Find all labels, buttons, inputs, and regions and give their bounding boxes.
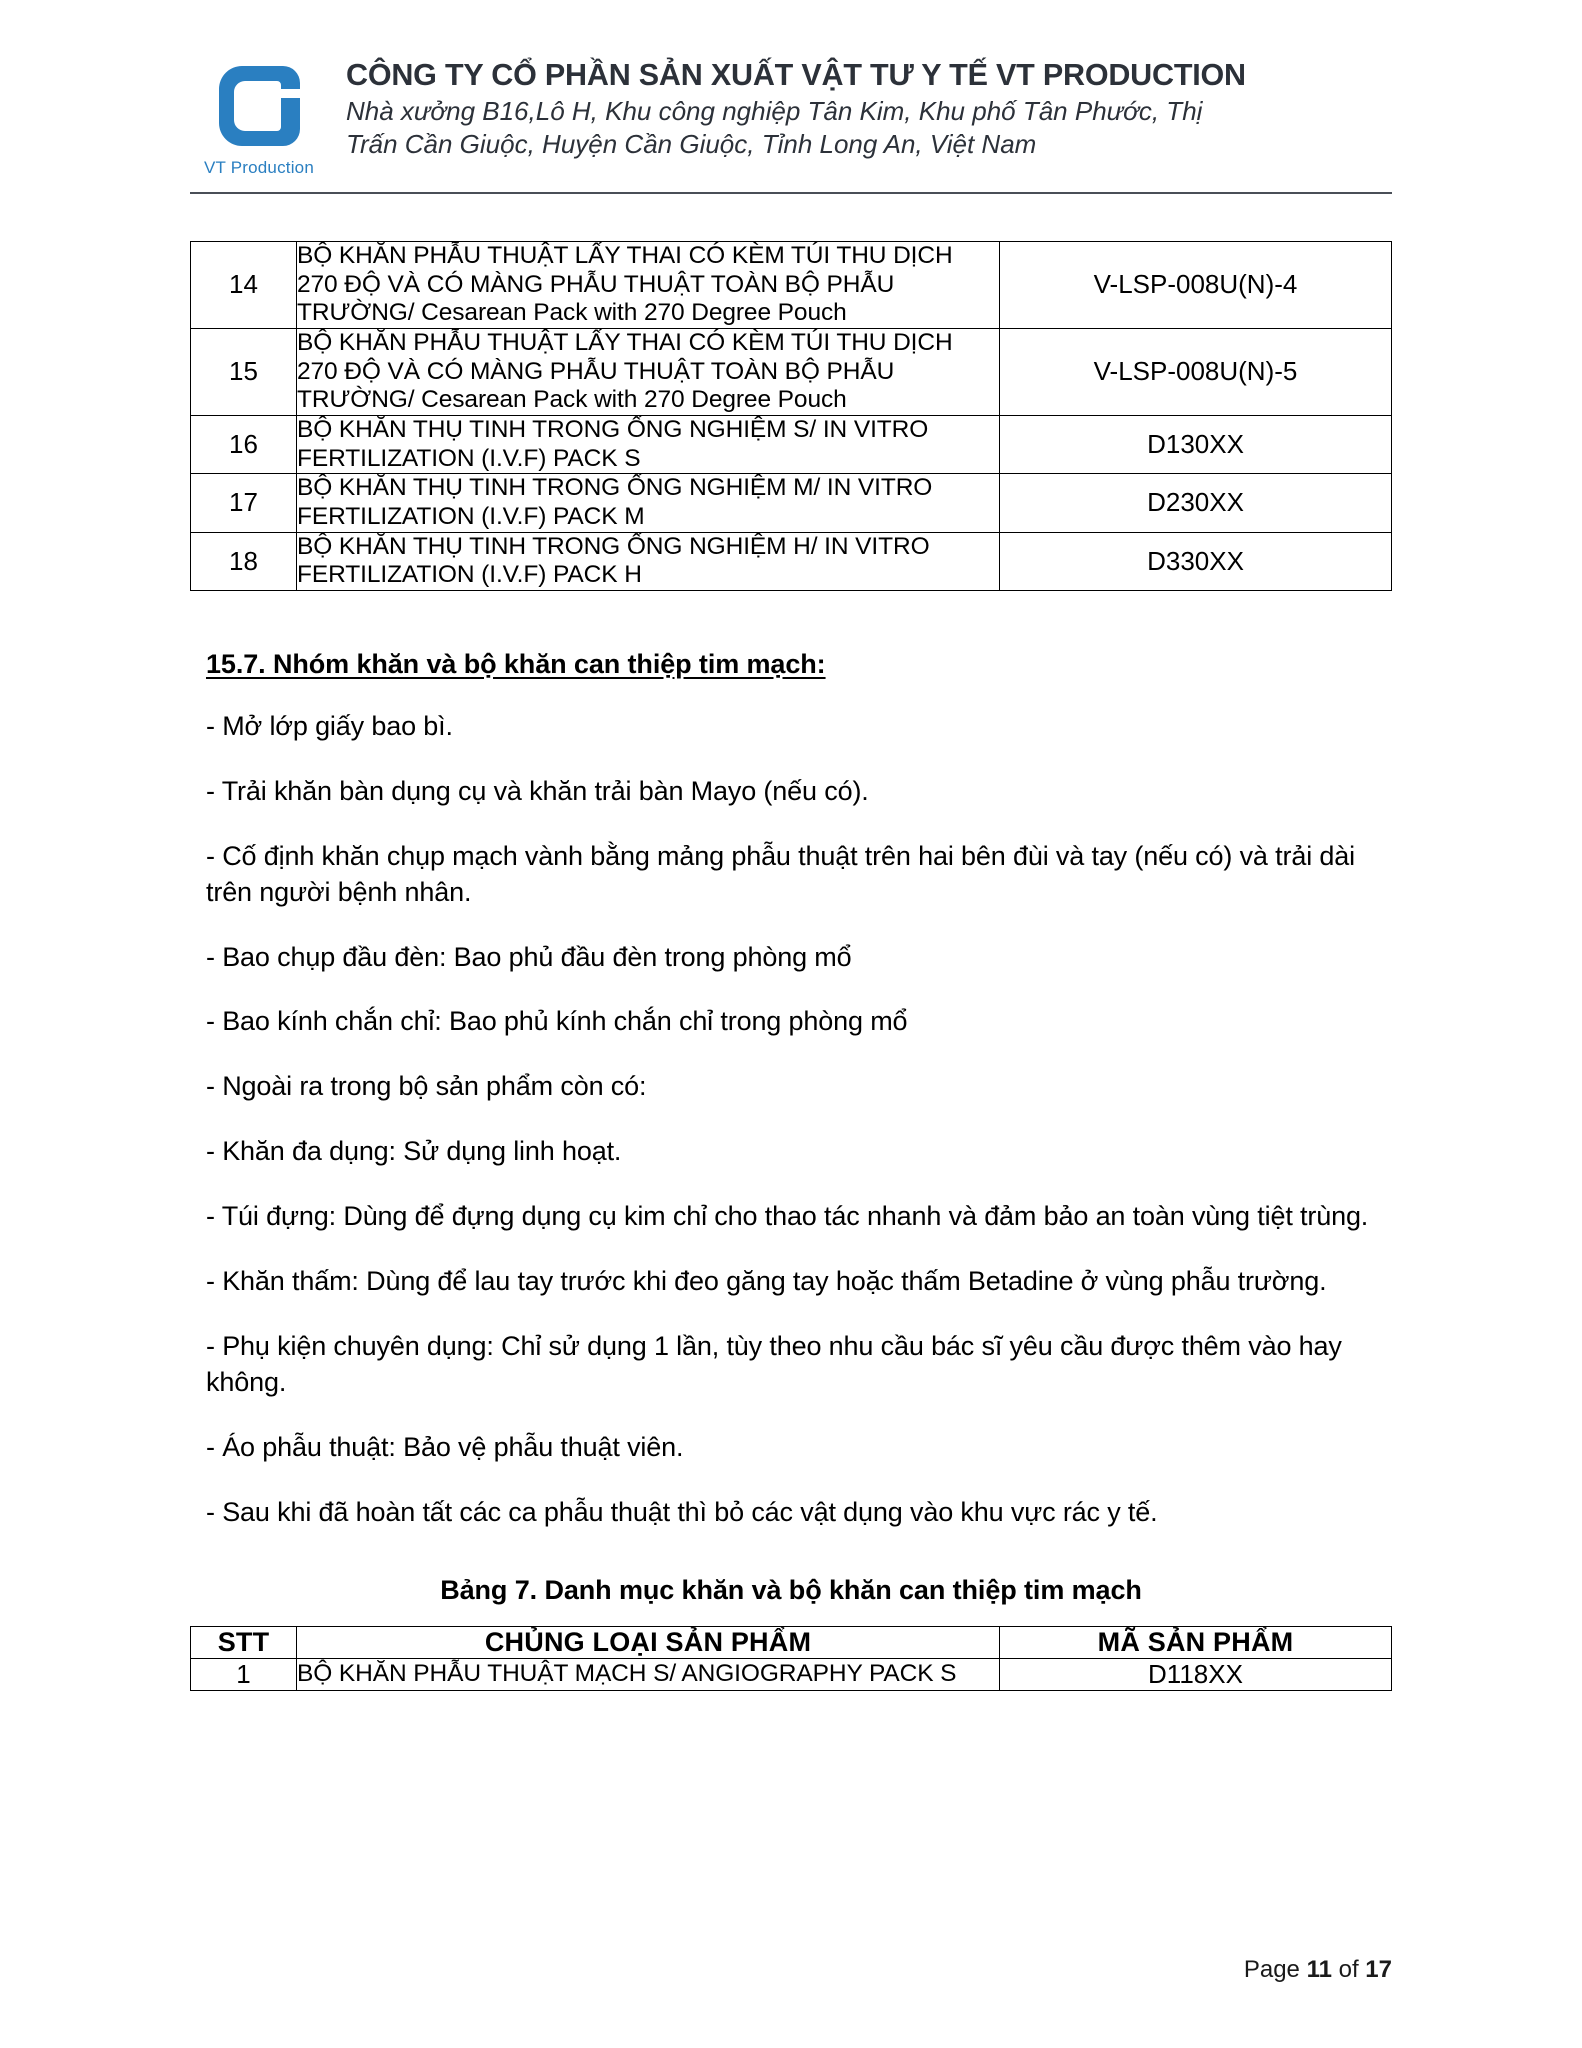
header-text-block bbox=[346, 52, 1392, 162]
section-paragraph: - Khăn đa dụng: Sử dụng linh hoạt. bbox=[206, 1136, 622, 1167]
row-number: 14 bbox=[191, 242, 297, 329]
product-code: D118XX bbox=[1000, 1658, 1392, 1690]
row-number: 15 bbox=[191, 328, 297, 415]
product-table-continued bbox=[190, 241, 1392, 591]
company-address-line-2: Trấn Cần Giuộc, Huyện Cần Giuộc, Tỉnh Long An, Việt Nam bbox=[346, 129, 1037, 160]
section-paragraph: - Bao kính chắn chỉ: Bao phủ kính chắn chỉ trong phòng mổ bbox=[206, 1006, 908, 1037]
footer-page-prefix: Page bbox=[1243, 1956, 1307, 1983]
product-name: BỘ KHĂN PHẪU THUẬT LẤY THAI CÓ KÈM TÚI THU DỊCH 270 ĐỘ VÀ CÓ MÀNG PHẪU THUẬT TOÀN BỘ PHẪU TRƯỜNG/ Cesarean Pack with 270 Degree Pouch bbox=[297, 242, 1000, 329]
product-name: BỘ KHĂN PHẪU THUẬT MẠCH S/ ANGIOGRAPHY PACK S bbox=[297, 1658, 1000, 1690]
column-header-product-name: CHỦNG LOẠI SẢN PHẨM bbox=[297, 1626, 1000, 1658]
section-paragraph: - Bao chụp đầu đèn: Bao phủ đầu đèn trong phòng mổ bbox=[206, 941, 852, 972]
table-row bbox=[191, 242, 1392, 329]
column-header-stt: STT bbox=[191, 1626, 297, 1658]
cardiac-product-table bbox=[190, 1626, 1392, 1691]
section-paragraph: - Áo phẫu thuật: Bảo vệ phẫu thuật viên. bbox=[206, 1431, 684, 1462]
product-code: D230XX bbox=[1000, 474, 1392, 532]
vt-production-logo-icon bbox=[211, 58, 307, 154]
product-name: BỘ KHĂN THỤ TINH TRONG ỐNG NGHIỆM H/ IN VITRO FERTILIZATION (I.V.F) PACK H bbox=[297, 532, 1000, 590]
table-row bbox=[191, 532, 1392, 590]
section-paragraph: - Phụ kiện chuyên dụng: Chỉ sử dụng 1 lần, tùy theo nhu cầu bác sĩ yêu cầu được thêm vào hay không. bbox=[206, 1330, 1342, 1397]
product-code: D130XX bbox=[1000, 415, 1392, 473]
row-number: 1 bbox=[191, 1658, 297, 1690]
section-paragraph: - Cố định khăn chụp mạch vành bằng mảng phẫu thuật trên hai bên đùi và tay (nếu có) và trải dài trên người bệnh nhân. bbox=[206, 840, 1355, 907]
company-name: CÔNG TY CỔ PHẦN SẢN XUẤT VẬT TƯ Y TẾ VT PRODUCTION bbox=[346, 58, 1246, 92]
product-code: D330XX bbox=[1000, 532, 1392, 590]
footer-total-pages: 17 bbox=[1365, 1956, 1392, 1983]
row-number: 16 bbox=[191, 415, 297, 473]
header-divider bbox=[190, 192, 1392, 194]
footer-current-page: 11 bbox=[1306, 1956, 1332, 1983]
document-header bbox=[190, 0, 1392, 178]
product-name: BỘ KHĂN THỤ TINH TRONG ỐNG NGHIỆM M/ IN VITRO FERTILIZATION (I.V.F) PACK M bbox=[297, 474, 1000, 532]
section-paragraph: - Sau khi đã hoàn tất các ca phẫu thuật thì bỏ các vật dụng vào khu vực rác y tế. bbox=[206, 1496, 1158, 1527]
section-paragraph: - Khăn thấm: Dùng để lau tay trước khi đeo găng tay hoặc thấm Betadine ở vùng phẫu trường. bbox=[206, 1266, 1327, 1297]
column-header-product-code: MÃ SẢN PHẨM bbox=[1000, 1626, 1392, 1658]
table-caption: Bảng 7. Danh mục khăn và bộ khăn can thiệp tim mạch bbox=[440, 1574, 1142, 1605]
section-paragraph: - Trải khăn bàn dụng cụ và khăn trải bàn Mayo (nếu có). bbox=[206, 775, 869, 806]
table-header-row bbox=[191, 1626, 1392, 1658]
product-code: V-LSP-008U(N)-4 bbox=[1000, 242, 1392, 329]
row-number: 17 bbox=[191, 474, 297, 532]
company-address-line-1: Nhà xưởng B16,Lô H, Khu công nghiệp Tân Kim, Khu phố Tân Phước, Thị bbox=[346, 96, 1203, 127]
table-row bbox=[191, 415, 1392, 473]
logo-wordmark: VT Production bbox=[203, 158, 314, 177]
section-paragraph: - Túi đựng: Dùng để đựng dụng cụ kim chỉ cho thao tác nhanh và đảm bảo an toàn vùng tiệt trùng. bbox=[206, 1201, 1369, 1232]
product-name: BỘ KHĂN PHẪU THUẬT LẤY THAI CÓ KÈM TÚI THU DỊCH 270 ĐỘ VÀ CÓ MÀNG PHẪU THUẬT TOÀN BỘ PHẪU TRƯỜNG/ Cesarean Pack with 270 Degree Pouch bbox=[297, 328, 1000, 415]
company-logo bbox=[190, 52, 328, 178]
table-row bbox=[191, 474, 1392, 532]
section-paragraph: - Mở lớp giấy bao bì. bbox=[206, 710, 453, 741]
page-footer bbox=[1244, 1956, 1392, 1984]
section-paragraph: - Ngoài ra trong bộ sản phẩm còn có: bbox=[206, 1071, 647, 1102]
footer-page-middle: of bbox=[1331, 1956, 1366, 1983]
table-row bbox=[191, 1658, 1392, 1690]
product-code: V-LSP-008U(N)-5 bbox=[1000, 328, 1392, 415]
row-number: 18 bbox=[191, 532, 297, 590]
product-name: BỘ KHĂN THỤ TINH TRONG ỐNG NGHIỆM S/ IN VITRO FERTILIZATION (I.V.F) PACK S bbox=[297, 415, 1000, 473]
section-heading: 15.7. Nhóm khăn và bộ khăn can thiệp tim mạch: bbox=[206, 648, 826, 679]
table-row bbox=[191, 328, 1392, 415]
